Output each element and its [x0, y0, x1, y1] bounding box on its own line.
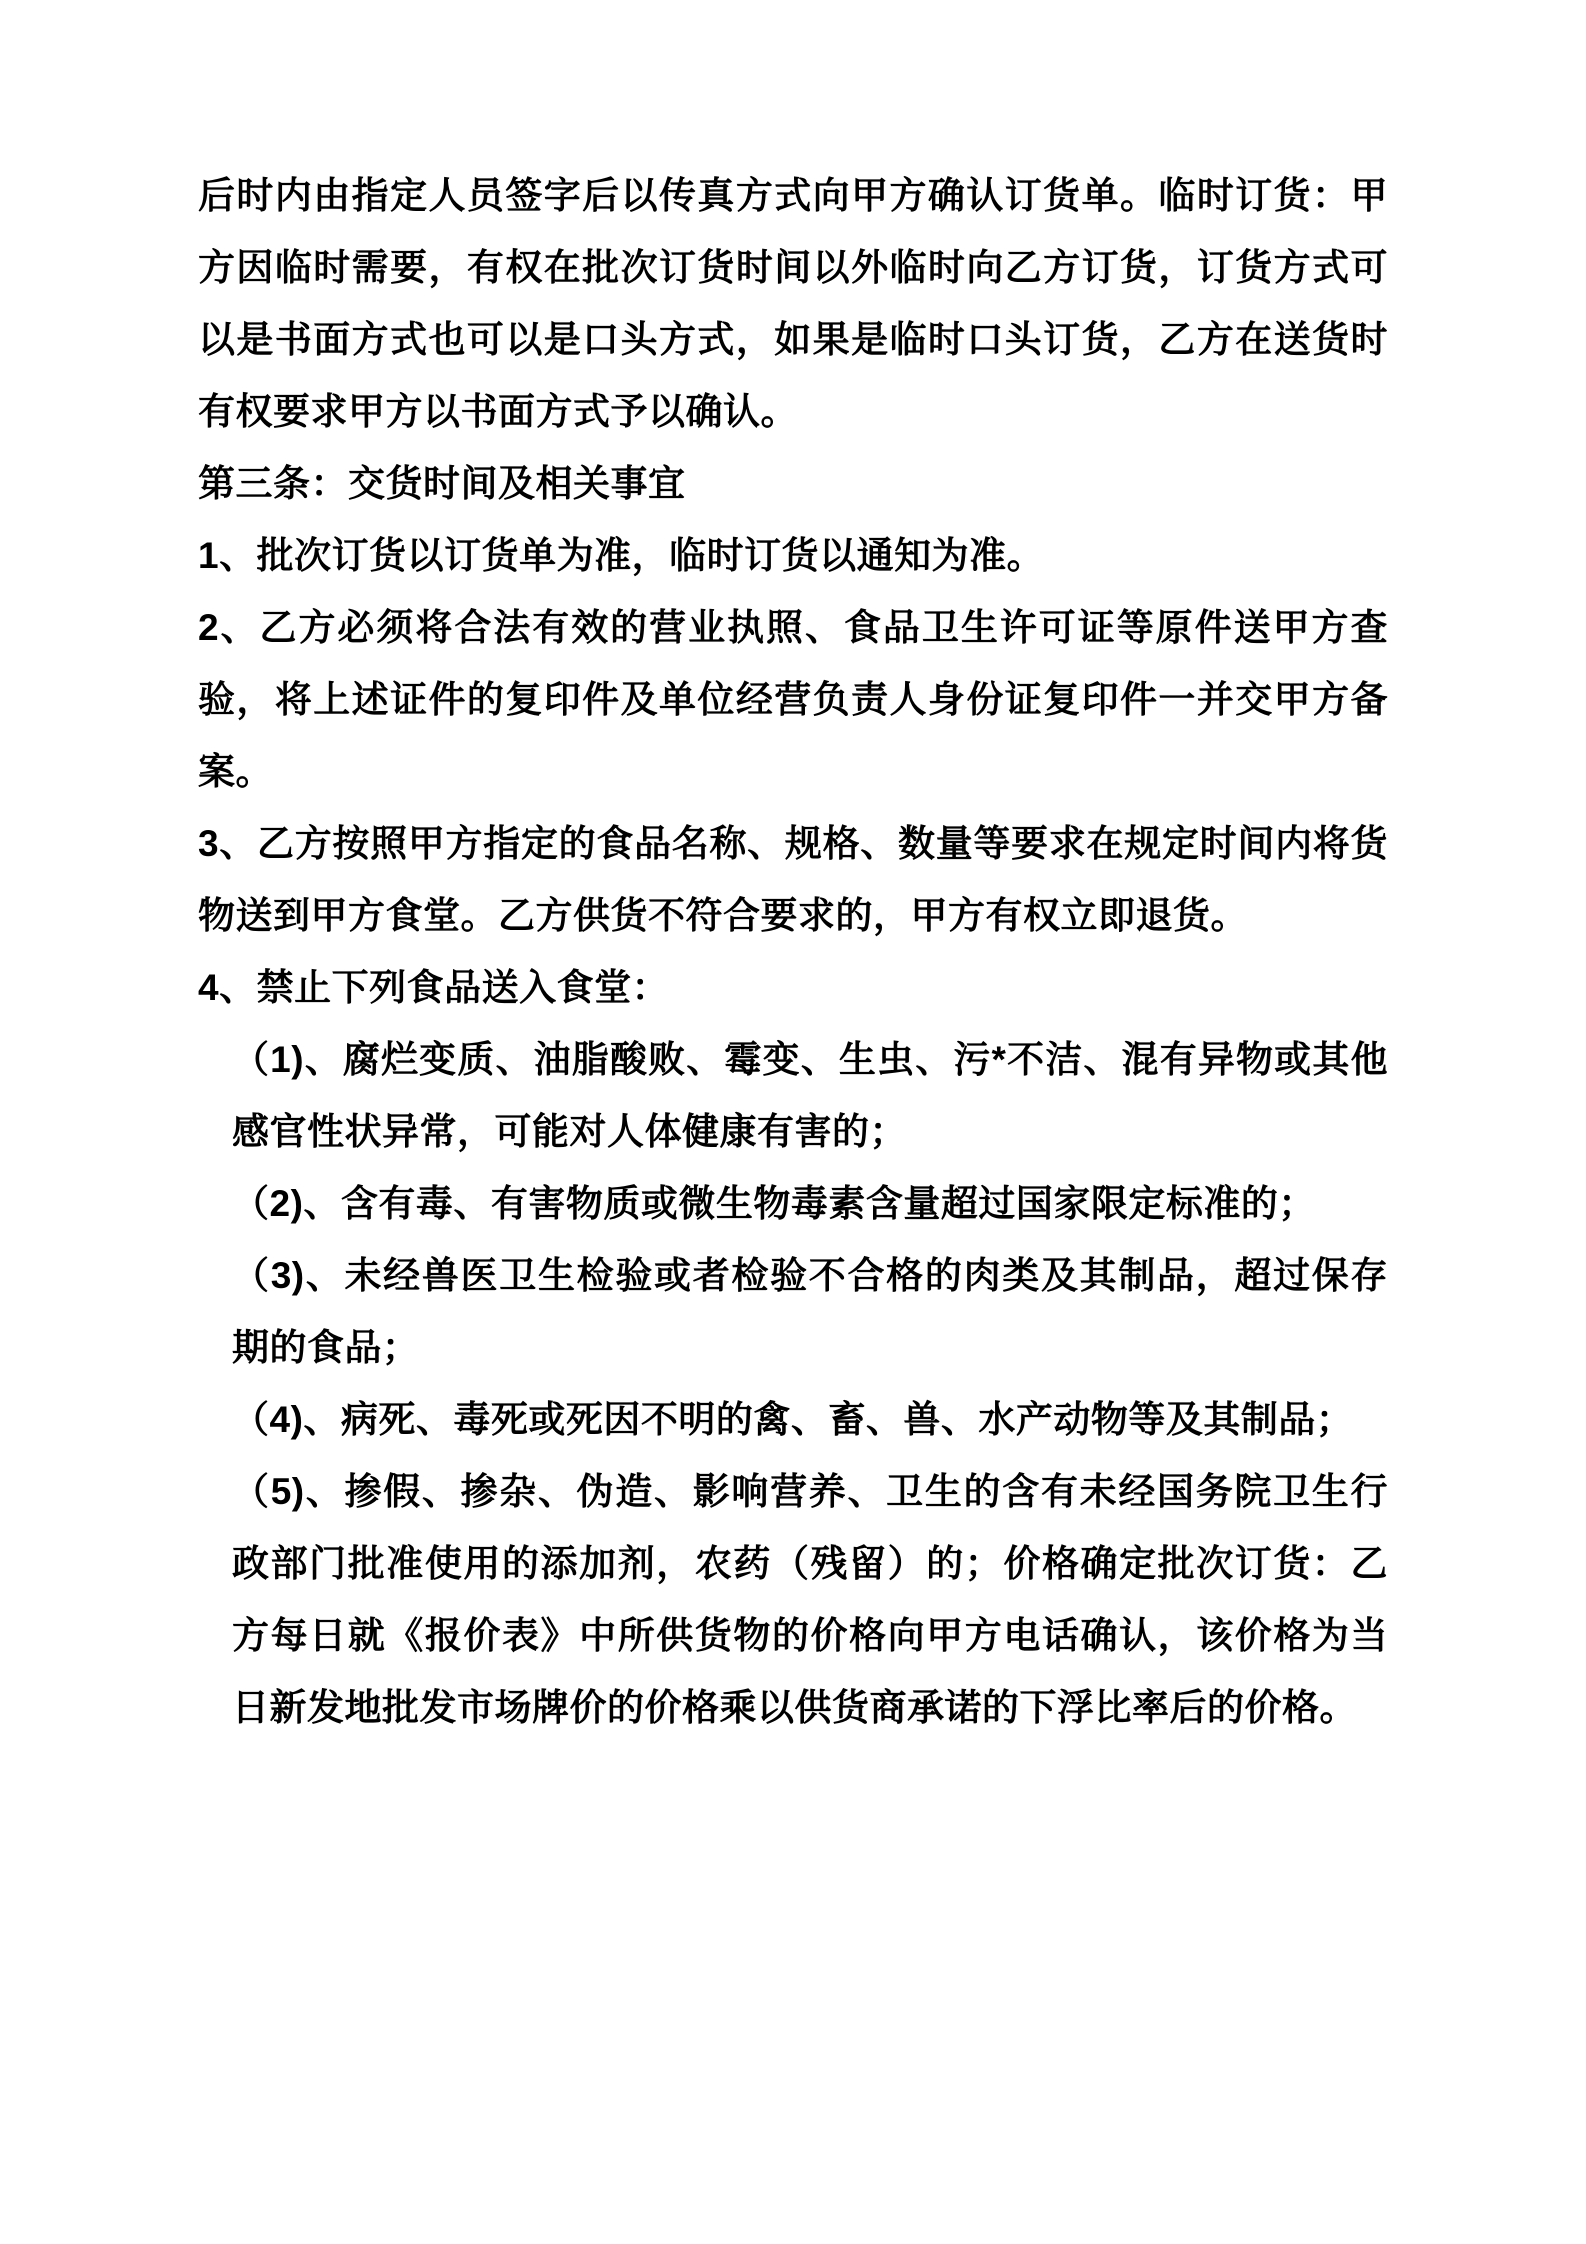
- paragraph-item-4-sub-5: （5)、掺假、掺杂、伪造、影响营养、卫生的含有未经国务院卫生行政部门批准使用的添加剂，农药（残留）的；价格确定批次订货：乙方每日就《报价表》中所供货物的价格向甲方电话确认，该价格为当日新发地批发市场牌价的价格乘以供货商承诺的下浮比率后的价格。: [232, 1471, 1388, 1728]
- paragraph-item-1: 1、批次订货以订货单为准，临时订货以通知为准。: [198, 535, 1045, 576]
- paragraph-item-4-sub-2: （2)、含有毒、有害物质或微生物毒素含量超过国家限定标准的；: [232, 1183, 1316, 1224]
- paragraph-item-3: 3、乙方按照甲方指定的食品名称、规格、数量等要求在规定时间内将货物送到甲方食堂。乙方供货不符合要求的，甲方有权立即退货。: [198, 823, 1388, 936]
- paragraph-item-4-sub-4: （4)、病死、毒死或死因不明的禽、畜、兽、水产动物等及其制品；: [232, 1399, 1354, 1440]
- paragraph-item-4-sub-1: （1)、腐烂变质、油脂酸败、霉变、生虫、污*不洁、混有异物或其他感官性状异常，可能对人体健康有害的；: [232, 1039, 1388, 1152]
- paragraph-contract-order-confirmation: 后时内由指定人员签字后以传真方式向甲方确认订货单。临时订货：甲方因临时需要，有权在批次订货时间以外临时向乙方订货，订货方式可以是书面方式也可以是口头方式，如果是临时口头订货，乙方在送货时有权要求甲方以书面方式予以确认。: [198, 175, 1388, 432]
- document-body: [198, 160, 1388, 1744]
- paragraph-item-2: 2、乙方必须将合法有效的营业执照、食品卫生许可证等原件送甲方查验，将上述证件的复印件及单位经营负责人身份证复印件一并交甲方备案。: [198, 607, 1388, 792]
- paragraph-item-4-sub-3: （3)、未经兽医卫生检验或者检验不合格的肉类及其制品，超过保存期的食品；: [232, 1255, 1388, 1368]
- section-heading-article-three: 第三条：交货时间及相关事宜: [198, 463, 686, 504]
- paragraph-item-4: 4、禁止下列食品送入食堂：: [198, 967, 670, 1008]
